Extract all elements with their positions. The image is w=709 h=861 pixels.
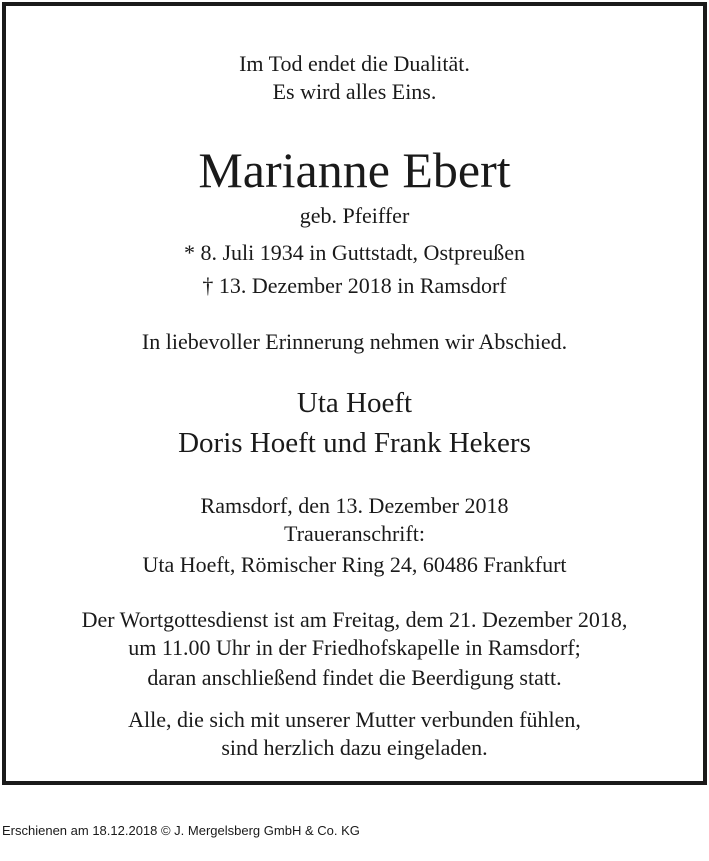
mourner-line-1: Uta Hoeft xyxy=(296,387,413,419)
service-line-2: um 11.00 Uhr in der Friedhofskapelle in Ramsdorf; xyxy=(128,635,581,660)
motto-line-2: Es wird alles Eins. xyxy=(272,79,437,104)
invitation-line-2: sind herzlich dazu eingeladen. xyxy=(221,735,488,760)
obituary-notice xyxy=(2,2,707,785)
address-text: Uta Hoeft, Römischer Ring 24, 60486 Frankfurt xyxy=(142,552,567,577)
maiden-name: geb. Pfeiffer xyxy=(299,203,410,228)
farewell-text: In liebevoller Erinnerung nehmen wir Abschied. xyxy=(141,329,568,354)
death-line: † 13. Dezember 2018 in Ramsdorf xyxy=(202,273,507,298)
mourner-line-2: Doris Hoeft und Frank Hekers xyxy=(178,427,531,459)
publication-footer: Erschienen am 18.12.2018 © J. Mergelsberg GmbH & Co. KG xyxy=(2,823,360,838)
birth-line: * 8. Juli 1934 in Guttstadt, Ostpreußen xyxy=(184,240,525,265)
service-line-3: daran anschließend findet die Beerdigung statt. xyxy=(147,665,562,690)
address-heading: Traueranschrift: xyxy=(284,521,425,546)
service-line-1: Der Wortgottesdienst ist am Freitag, dem 21. Dezember 2018, xyxy=(81,607,628,632)
invitation-line-1: Alle, die sich mit unserer Mutter verbunden fühlen, xyxy=(128,707,581,732)
deceased-name: Marianne Ebert xyxy=(198,142,511,198)
motto-line-1: Im Tod endet die Dualität. xyxy=(239,51,470,76)
place-date: Ramsdorf, den 13. Dezember 2018 xyxy=(200,493,509,518)
